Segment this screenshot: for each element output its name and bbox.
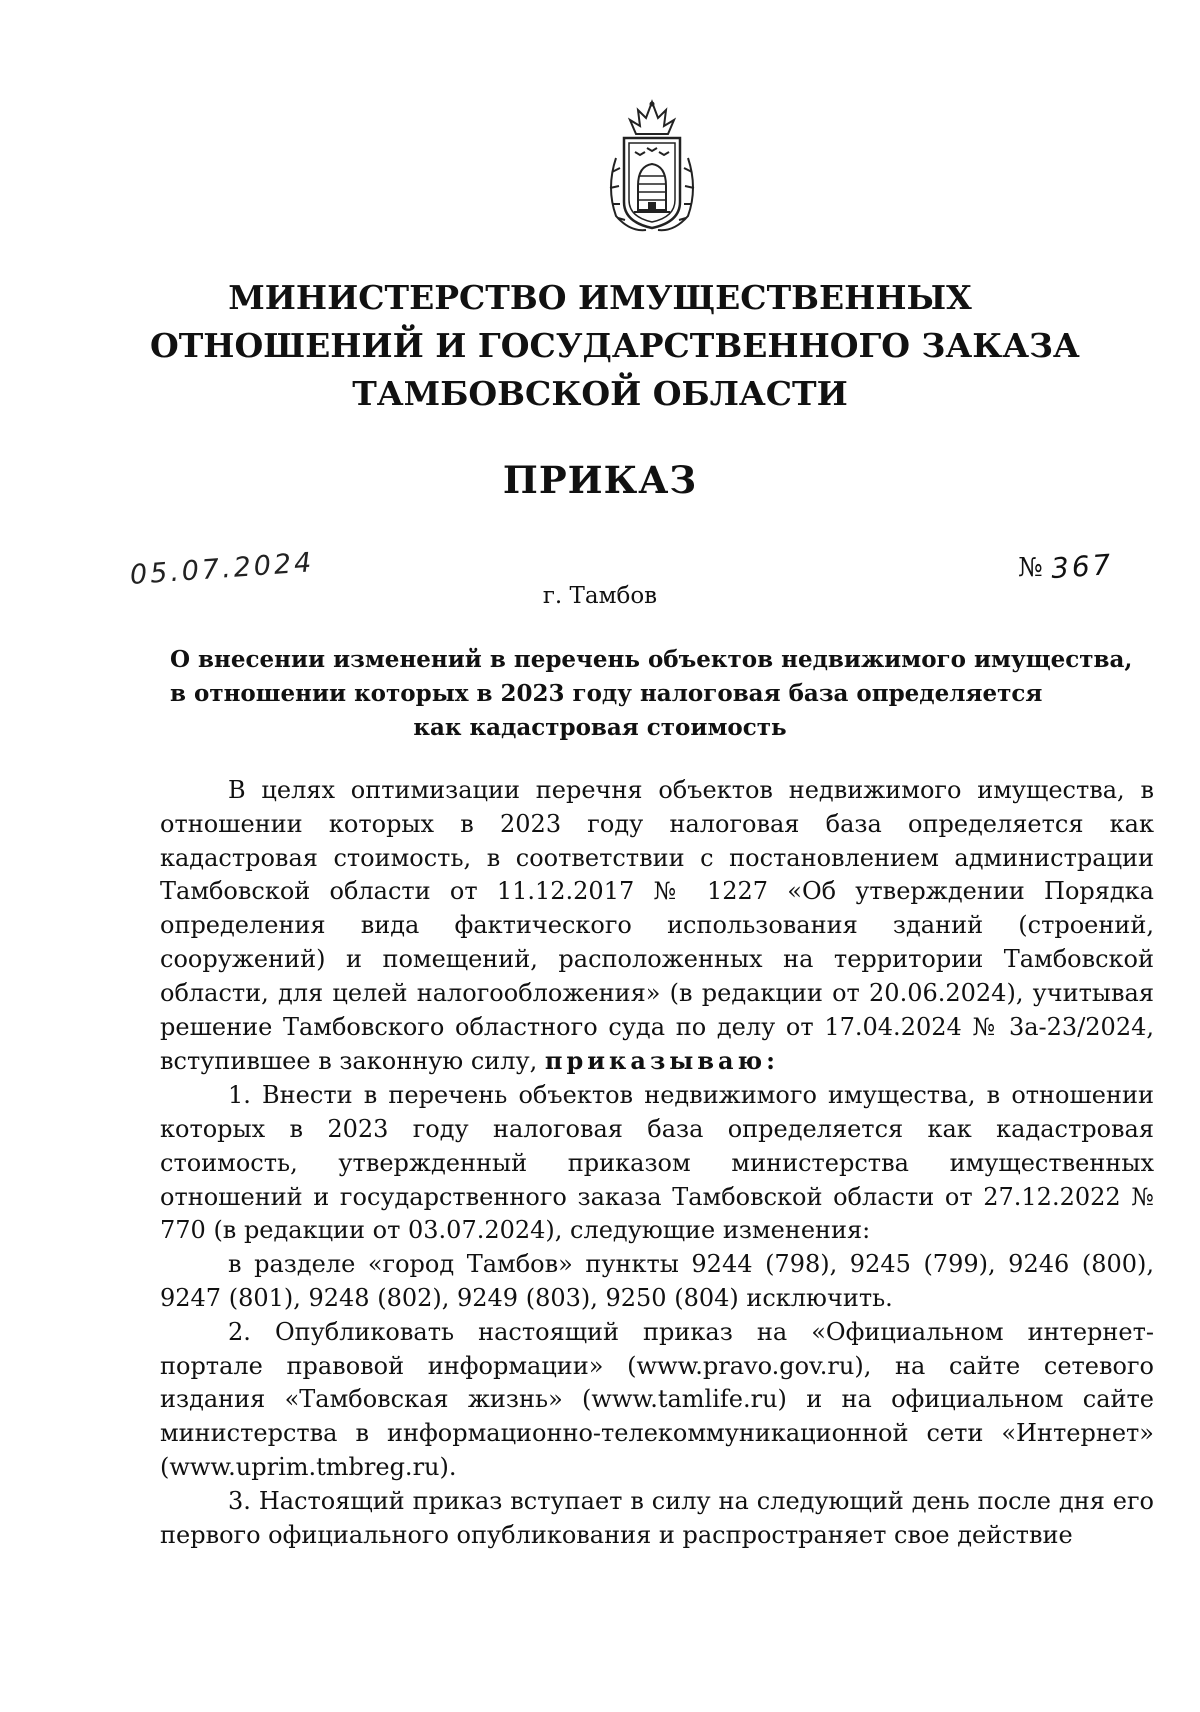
preamble-text: В целях оптимизации перечня объектов недвижимого имущества, в отношении которых в 2023 году налоговая база определяется как кадастровая стоимость, в соответствии с постановлением администрации Тамбовской области от 11.12.2017 № 1227 «Об утверждении Порядка определения вида фактического использования зданий (строений, сооружений) и помещений, расположенных на территории Тамбовской области, для целей налогообложения» (в редакции от 20.06.2024), учитывая решение Тамбовского областного суда по делу от 17.04.2024 № 3а-23/2024, вступившее в законную силу, (160, 776, 1154, 1076)
order-word-colon: : (766, 1046, 780, 1076)
number-sign: № (1018, 553, 1043, 583)
order-word: приказываю (544, 1046, 767, 1076)
city-line: г. Тамбов (542, 583, 658, 609)
subject-line-2: в отношении которых в 2023 году налоговая база определяется (170, 680, 1043, 707)
ministry-name-line-3: ТАМБОВСКОЙ ОБЛАСТИ (352, 374, 848, 413)
item-1-paragraph: 1. Внести в перечень объектов недвижимого имущества, в отношении которых в 2023 году налоговая база определяется как кадастровая стоимость, утвержденный приказом министерства имущественных отношений и государственного заказа Тамбовской области от 27.12.2022 № 770 (в редакции от 03.07.2024), следующие изменения: (160, 1081, 1154, 1245)
tambov-coat-of-arms-icon (602, 98, 702, 238)
handwritten-date: 05.07.2024 (128, 547, 316, 591)
document-type-title: ПРИКАЗ (502, 458, 698, 502)
subject-line-3: как кадастровая стоимость (413, 714, 787, 741)
ministry-name (150, 274, 1080, 418)
item-3-paragraph: 3. Настоящий приказ вступает в силу на следующий день после дня его первого официального опубликования и распространяет свое действие (160, 1486, 1154, 1549)
item-2-paragraph: 2. Опубликовать настоящий приказ на «Официальном интернет-портале правовой информации» (www.pravo.gov.ru), на сайте сетевого издания «Тамбовская жизнь» (www.tamlife.ru) и на официальном сайте министерства в информационно-телекоммуникационной сети «Интернет» (www.uprim.tmbreg.ru). (160, 1317, 1154, 1481)
handwritten-number: 367 (1049, 547, 1115, 586)
item-1-detail-paragraph: в разделе «город Тамбов» пункты 9244 (798), 9245 (799), 9246 (800), 9247 (801), 9248 (802), 9249 (803), 9250 (804) исключить. (160, 1250, 1154, 1312)
order-subject (170, 643, 1133, 745)
ministry-name-line-1: МИНИСТЕРСТВО ИМУЩЕСТВЕННЫХ (228, 278, 972, 317)
preamble-paragraph (160, 774, 1154, 1079)
order-body (160, 774, 1154, 1552)
order-number (1018, 547, 1115, 586)
ministry-name-line-2: ОТНОШЕНИЙ И ГОСУДАРСТВЕННОГО ЗАКАЗА (150, 326, 1080, 365)
subject-line-1: О внесении изменений в перечень объектов недвижимого имущества, (170, 646, 1133, 673)
